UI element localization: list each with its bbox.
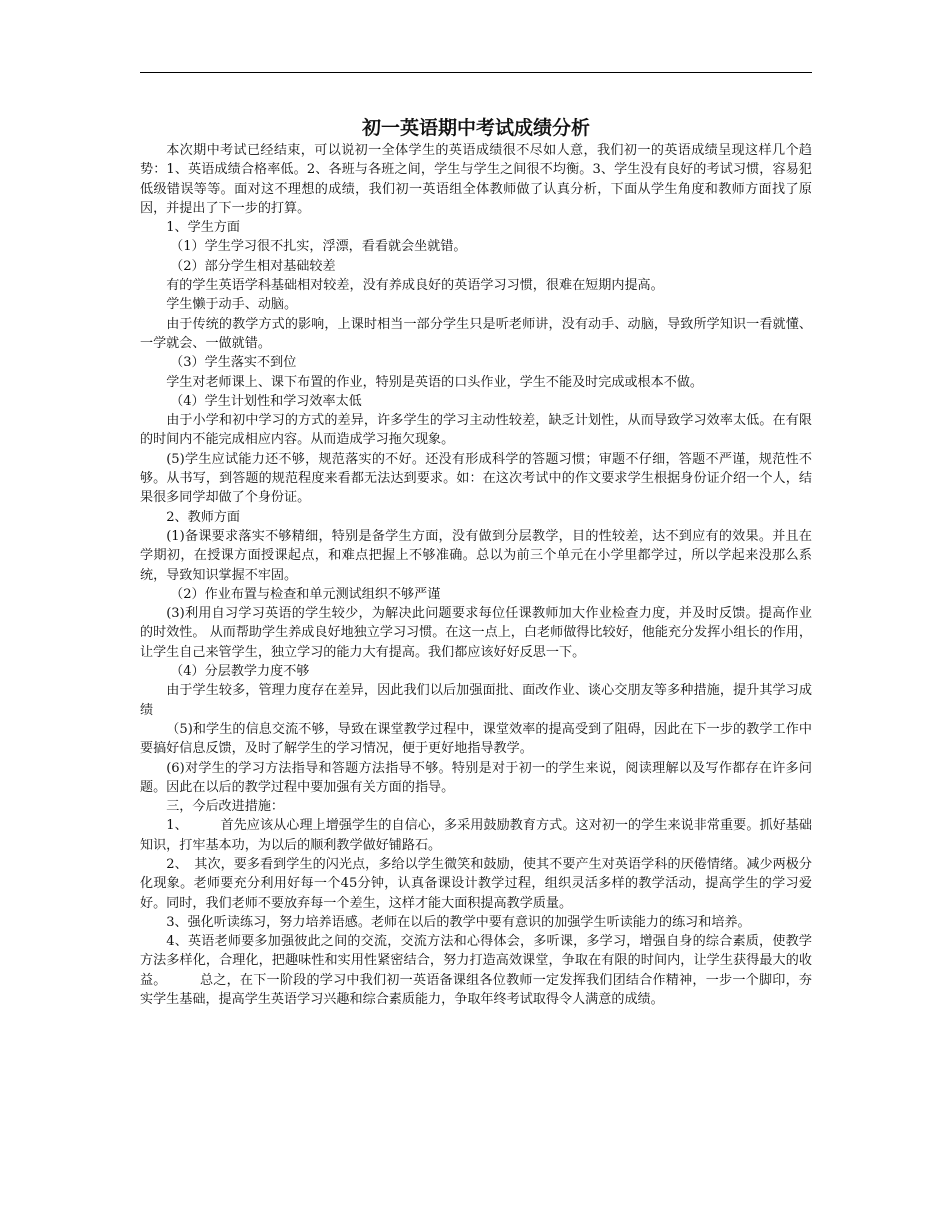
paragraph: 三，今后改进措施： — [166, 799, 285, 815]
paragraph: （3）学生落实不到位 — [170, 355, 297, 371]
paragraph: 2、 其次，要多看到学生的闪光点，多给以学生微笑和鼓励，使其不要产生对英语学科的厌倦情绪。减少两极分化现象。老师要充分利用好每一个45分钟，认真备课设计教学过程，组织灵活多样的教学活动，提高学生的学习爱好。同时，我们老师不要放弃每一个差生，这样才能大面积提高教学质量。 — [140, 856, 812, 911]
paragraph: (5)学生应试能力还不够，规范落实的不好。还没有形成科学的答题习惯；审题不仔细，答题不严谨，规范性不够。从书写，到答题的规范程度来看都无法达到要求。如：在这次考试中的作文要求学生根据身份证介绍一个人，结果很多同学却做了个身份证。 — [140, 451, 812, 506]
paragraph: 1、学生方面 — [166, 220, 240, 236]
paragraph: 2、教师方面 — [166, 509, 240, 525]
paragraph: 1、 首先应该从心理上增强学生的自信心，多采用鼓励教育方式。这对初一的学生来说非常重要。抓好基础知识，打牢基本功，为以后的顺利教学做好铺路石。 — [140, 818, 812, 853]
document-title: 初一英语期中考试成绩分析 — [361, 117, 590, 139]
paragraph: 由于学生较多，管理力度存在差异，因此我们以后加强面批、面改作业、谈心交朋友等多种措施，提升其学习成绩 — [140, 683, 812, 718]
header-rule — [140, 72, 812, 73]
paragraph: （4）学生计划性和学习效率太低 — [170, 393, 362, 409]
paragraph: （5)和学生的信息交流不够，导致在课堂教学过程中，课堂效率的提高受到了阻碍，因此在下一步的教学工作中要搞好信息反馈，及时了解学生的学习情况，便于更好地指导教学。 — [140, 721, 812, 757]
paragraph: （2）部分学生相对基础较差 — [170, 258, 336, 274]
paragraph: 有的学生英语学科基础相对较差，没有养成良好的英语学习习惯，很难在短期内提高。 — [166, 278, 664, 294]
paragraph: 本次期中考试已经结束，可以说初一全体学生的英语成绩很不尽如人意，我们初一的英语成绩呈现这样几个趋势：1、英语成绩合格率低。2、各班与各班之间，学生与学生之间很不均衡。3、学生没有良好的考试习惯，容易犯低级错误等等。面对这不理想的成绩，我们初一英语组全体教师做了认真分析，下面从学生角度和教师方面找了原因，并提出了下一步的打算。 — [140, 143, 812, 216]
paragraph: （2）作业布置与检查和单元测试组织不够严谨 — [170, 586, 441, 602]
paragraph: (3)利用自习学习英语的学生较少，为解决此问题要求每位任课教师加大作业检查力度，并及时反馈。提高作业的时效性。 从而帮助学生养成良好地独立学习习惯。在这一点上，白老师做得比较好，他能充分发挥小组长的作用，让学生自己来管学生，独立学习的能力大有提高。我们都应该好好反思一下。 — [140, 606, 812, 660]
document-page — [140, 0, 812, 1230]
paragraph: 学生对老师课上、课下布置的作业，特别是英语的口头作业，学生不能及时完成或根本不做。 — [166, 374, 704, 390]
paragraph: （4）分层教学力度不够 — [170, 664, 310, 680]
paragraph: (1)备课要求落实不够精细，特别是备学生方面，没有做到分层教学，目的性较差，达不到应有的效果。并且在学期初，在授课方面授课起点，和难点把握上不够准确。总以为前三个单元在小学里都学过，所以学起来没那么系统，导致知识掌握不牢固。 — [140, 528, 812, 583]
paragraph: 由于传统的教学方式的影响，上课时相当一部分学生只是听老师讲，没有动手、动脑，导致所学知识一看就懂、一学就会、一做就错。 — [140, 316, 812, 351]
paragraph: （1）学生学习很不扎实，浮漂，看看就会坐就错。 — [170, 239, 467, 255]
paragraph: (6)对学生的学习方法指导和答题方法指导不够。特别是对于初一的学生来说，阅读理解以及写作都存在许多问题。因此在以后的教学过程中要加强有关方面的指导。 — [140, 760, 812, 795]
paragraph: 学生懒于动手、动脑。 — [166, 297, 298, 313]
paragraph: 3、强化听读练习，努力培养语感。老师在以后的教学中要有意识的加强学生听读能力的练习和培养。 — [166, 914, 751, 930]
paragraph: 4、英语老师要多加强彼此之间的交流，交流方法和心得体会，多听课，多学习，增强自身的综合素质，使教学方法多样化，合理化，把趣味性和实用性紧密结合，努力打造高效课堂，争取在有限的时间内，让学生获得最大的收益。 总之，在下一阶段的学习中我们初一英语备课组各位教师一定发挥我们团结合作精神，一步一个脚印，夯实学生基础，提高学生英语学习兴趣和综合素质能力，争取年终考试取得令人满意的成绩。 — [140, 934, 812, 1008]
paragraph: 由于小学和初中学习的方式的差异，许多学生的学习主动性较差，缺乏计划性，从而导致学习效率太低。在有限的时间内不能完成相应内容。从而造成学习拖欠现象。 — [140, 413, 812, 448]
document-body — [140, 141, 812, 1009]
